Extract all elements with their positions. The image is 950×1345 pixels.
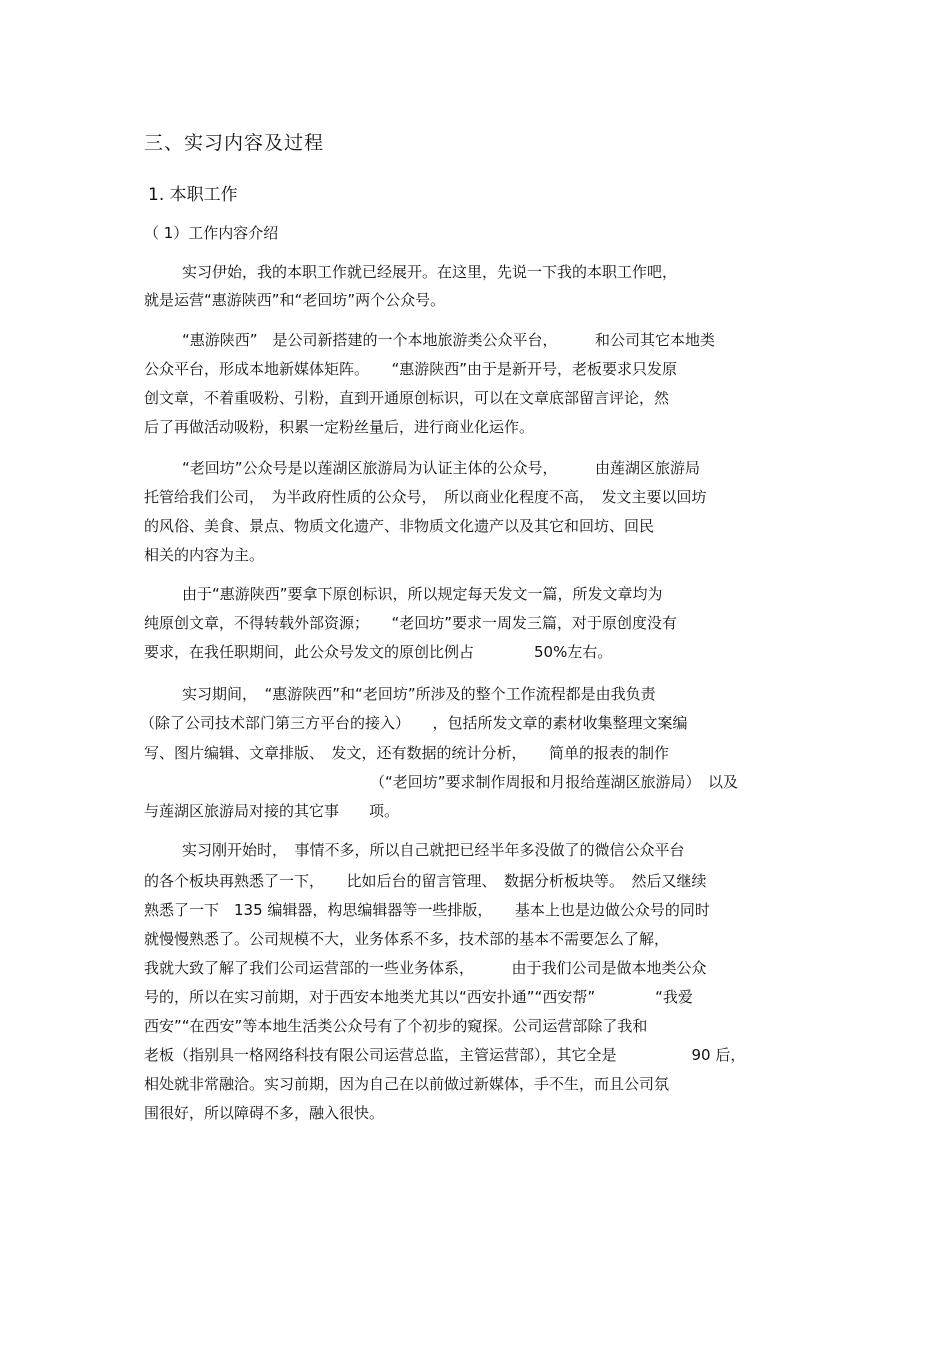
paragraph-line: 要求，在我任职期间，此公众号发文的原创比例占 50%左右。 <box>144 643 613 661</box>
paragraph-line: 公众平台，形成本地新媒体矩阵。 “惠游陕西”由于是新开号，老板要求只发原 <box>144 360 678 378</box>
paragraph-line: 围很好，所以障碍不多，融入很快。 <box>144 1104 385 1122</box>
paragraph-line: （“老回坊”要求制作周报和月报给莲湖区旅游局） 以及 <box>370 773 739 791</box>
sub-subsection-title: （ 1）工作内容介绍 <box>144 224 279 242</box>
paragraph-line: 相关的内容为主。 <box>144 546 265 564</box>
paragraph-line: 我就大致了解了我们公司运营部的一些业务体系， 由于我们公司是做本地类公众 <box>144 959 707 977</box>
paragraph-line: 由于“惠游陕西”要拿下原创标识，所以规定每天发文一篇，所发文章均为 <box>182 585 663 603</box>
subsection-title: 1. 本职工作 <box>148 185 238 205</box>
paragraph-line: 与莲湖区旅游局对接的其它事 项。 <box>144 802 400 820</box>
paragraph-line: 托管给我们公司， 为半政府性质的公众号， 所以商业化程度不高， 发文主要以回坊 <box>144 488 707 506</box>
paragraph-line: 相处就非常融洽。实习前期，因为自己在以前做过新媒体，手不生，而且公司氛 <box>144 1075 670 1093</box>
paragraph-line: 创文章，不着重吸粉、引粉，直到开通原创标识，可以在文章底部留言评论，然 <box>144 389 670 407</box>
section-title: 三、实习内容及过程 <box>144 132 325 154</box>
paragraph-line: 就是运营“惠游陕西”和“老回坊”两个公众号。 <box>144 291 446 309</box>
paragraph-line: 实习期间， “惠游陕西”和“老回坊”所涉及的整个工作流程都是由我负责 <box>182 685 656 703</box>
paragraph-line: 的各个板块再熟悉了一下， 比如后台的留言管理、 数据分析板块等。 然后又继续 <box>144 872 707 890</box>
paragraph-line: “老回坊”公众号是以莲湖区旅游局为认证主体的公众号， 由莲湖区旅游局 <box>182 459 701 477</box>
paragraph-line: 的风俗、美食、景点、物质文化遗产、非物质文化遗产以及其它和回坊、回民 <box>144 517 655 535</box>
paragraph-line: 写、图片编辑、文章排版、 发文，还有数据的统计分析， 简单的报表的制作 <box>144 744 670 762</box>
paragraph-line: （除了公司技术部门第三方平台的接入） ，包括所发文章的素材收集整理文案编 <box>140 714 688 732</box>
paragraph-line: 熟悉了一下 135 编辑器，构思编辑器等一些排版， 基本上也是边做公众号的同时 <box>144 901 710 919</box>
paragraph-line: 实习伊始，我的本职工作就已经展开。在这里，先说一下我的本职工作吧， <box>182 263 678 281</box>
paragraph-line: 后了再做活动吸粉，积累一定粉丝量后，进行商业化运作。 <box>144 418 535 436</box>
paragraph-line: 就慢慢熟悉了。公司规模不大，业务体系不多，技术部的基本不需要怎么了解， <box>144 930 670 948</box>
paragraph-line: “惠游陕西” 是公司新搭建的一个本地旅游类公众平台， 和公司其它本地类 <box>182 331 716 349</box>
paragraph-line: 西安”“在西安”等本地生活类公众号有了个初步的窥探。公司运营部除了我和 <box>144 1017 648 1035</box>
paragraph-line: 实习刚开始时， 事情不多，所以自己就把已经半年多没做了的微信公众平台 <box>182 841 685 859</box>
paragraph-line: 号的，所以在实习前期，对于西安本地类尤其以“西安扑通”“西安帮” “我爱 <box>144 988 693 1006</box>
paragraph-line: 纯原创文章，不得转载外部资源； “老回坊”要求一周发三篇，对于原创度没有 <box>144 614 678 632</box>
paragraph-line: 老板（指别具一格网络科技有限公司运营总监，主管运营部），其它全是 90 后， <box>144 1046 746 1064</box>
